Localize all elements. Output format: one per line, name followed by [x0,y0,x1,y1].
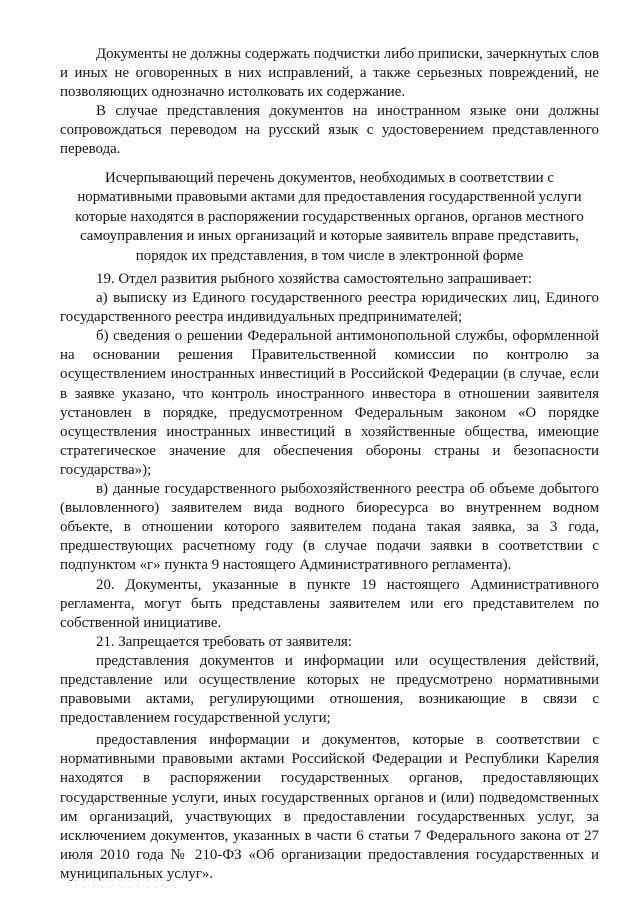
document-body [60,270,599,884]
clause-21-item-1: представления документов и информации или осуществления действий, представление или осуществление которых не предусмотрено нормативными правовыми актами, регулирующими отношения, возникающие в связи с предоставлением государственной услуги; [60,652,599,727]
clause-19-title: 19. Отдел развития рыбного хозяйства самостоятельно запрашивает: [96,271,532,287]
clause-20: 20. Документы, указанные в пункте 19 настоящего Административного регламента, могут быть представлены заявителем или его представителем по собственной инициативе. [60,576,599,631]
intro-section [60,45,599,160]
section-heading [60,169,599,266]
clause-19-item-a: а) выписку из Единого государственного реестра юридических лиц, Единого государственного реестра индивидуальных предпринимателей; [60,290,599,326]
clause-21-item-2: предоставления информации и документов, которые в соответствии с нормативными правовыми актами Российской Федерации и Республики Карелия находятся в распоряжении государственных органов, предоставляющих государственные услуги, иных государственных органов и (или) подведомственных им организаций, участвующих в предоставлении государственных услуг, за исключением документов, указанных в части 6 статьи 7 Федерального закона от 27 июля 2010 года № 210-ФЗ «Об организации предоставления государственных и муниципальных услуг». [60,732,599,882]
clause-19-item-c: в) данные государственного рыбохозяйственного реестра об объеме добытого (выловленного) заявителем вида водного биоресурса во внутреннем водном объекте, в отношении которого заявителем подана такая заявка, за 3 года, предшествующих расчетному году (в случае подачи заявки в соответствии с подпунктом «г» пункта 9 настоящего Административного регламента). [60,481,599,574]
clause-21-title: 21. Запрещается требовать от заявителя: [96,633,352,650]
clause-19-item-b: б) сведения о решении Федеральной антимонопольной службы, оформленной на основании решения Правительственной комиссии по контролю за осуществлением иностранных инвестиций в Российской Федерации (в случае, если в заявке указано, что контроль иностранного инвестора в отношении заявителя установлен в порядке, предусмотренном Федеральным законом «О порядке осуществления иностранных инвестиций в хозяйственные общества, имеющие стратегическое значение для обеспечения обороны страны и безопасности государства»); [60,328,599,478]
intro-paragraph-translation: В случае представления документов на иностранном языке они должны сопровождаться переводом на русский язык с удостоверением представленного перевода. [60,103,599,158]
intro-paragraph-corrections: Документы не должны содержать подчистки либо приписки, зачеркнутых слов и иных не оговоренных в них исправлений, а также серьезных повреждений, не позволяющих однозначно истолковать их содержание. [60,46,599,101]
scan-artifact [68,868,178,890]
heading-text: Исчерпывающий перечень документов, необходимых в соответствии с нормативными правовыми актами для предоставления государственной услуги которые находятся в распоряжении государственных органов, органов местного самоуправления и иных организаций и которые заявитель вправе представить, порядок их представления, в том числе в электронной форме [75,170,584,264]
